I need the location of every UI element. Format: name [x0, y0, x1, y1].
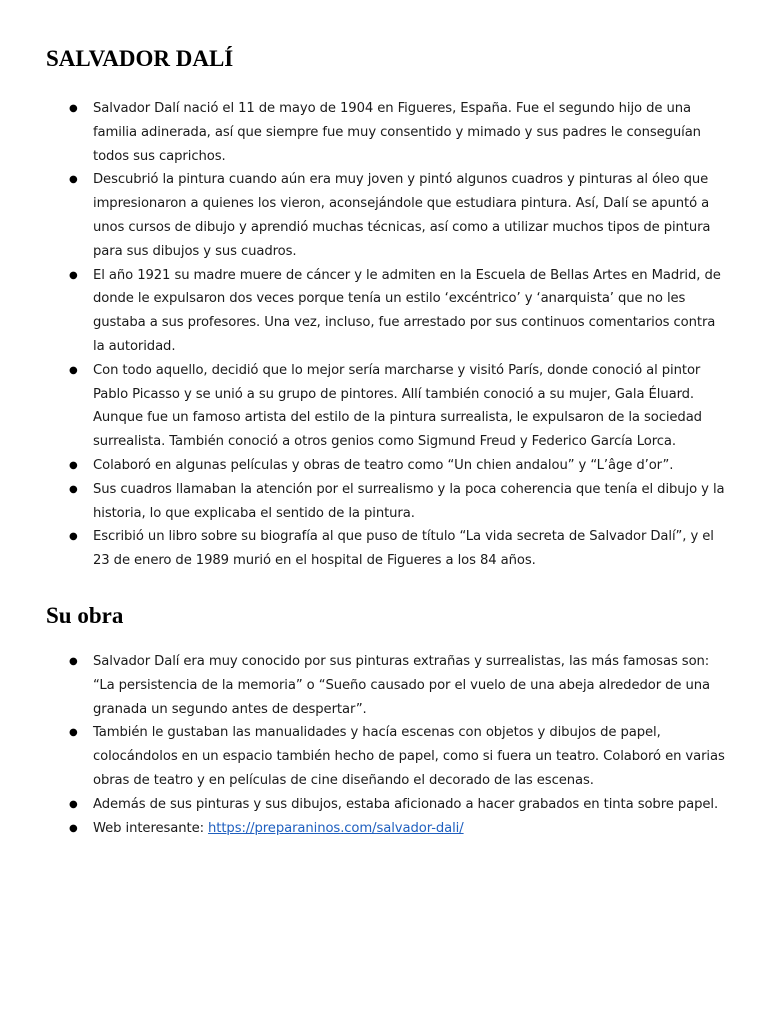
page-title: SALVADOR DALÍ [46, 46, 234, 71]
list-item [0, 264, 768, 359]
web-link[interactable]: https://preparaninos.com/salvador-dali/ [208, 820, 464, 836]
list-item [0, 359, 768, 454]
bullet-icon: ● [69, 364, 78, 376]
bullet-icon: ● [69, 656, 78, 667]
works-list [0, 650, 768, 840]
list-item [0, 97, 768, 168]
bullet-icon: ● [69, 269, 78, 281]
biography-list [0, 97, 768, 573]
list-item [0, 525, 768, 573]
bullet-icon: ● [69, 727, 78, 739]
list-item-text: Sus cuadros llamaban la atención por el surrealismo y la poca coherencia que tenía el dibujo y la historia, lo que explicaba el sentido de la pintura. [93, 481, 725, 521]
list-item [0, 168, 768, 263]
list-item [0, 478, 768, 526]
list-item [0, 793, 768, 817]
list-item-text: Con todo aquello, decidió que lo mejor sería marcharse y visitó París, donde conoció al pintor Pablo Picasso y se unió a su grupo de pintores. Allí también conoció a su mujer, Gala Éluard. Aunque fue un famoso artista del estilo de la pintura surrealista, le expulsaron de la sociedad surrealista. También conoció a otros genios como Sigmund Freud y Federico García Lorca. [93, 362, 702, 450]
web-label: Web interesante: [93, 820, 209, 836]
list-item-text: Además de sus pinturas y sus dibujos, estaba aficionado a hacer grabados en tinta sobre papel. [93, 796, 719, 812]
bullet-icon: ● [69, 174, 78, 186]
list-item-text: Descubrió la pintura cuando aún era muy joven y pintó algunos cuadros y pinturas al óleo que impresionaron a quienes los vieron, aconsejándole que estudiara pintura. Así, Dalí se apuntó a unos cursos de dibujo y aprendió muchas técnicas, así como a utilizar muchos tipos de pintura para sus dibujos y sus cuadros. [93, 172, 711, 259]
bullet-icon: ● [69, 459, 78, 471]
list-item [0, 454, 768, 478]
list-item-text: Escribió un libro sobre su biografía al que puso de título “La vida secreta de Salvador Dalí”, y el 23 de enero de 1989 murió en el hospital de Figueres a los 84 años. [93, 529, 714, 569]
bullet-icon: ● [69, 798, 78, 810]
list-item-text: También le gustaban las manualidades y hacía escenas con objetos y dibujos de papel, colocándolos en un espacio también hecho de papel, como si fuera un teatro. Colaboró en varias obras de teatro y en películas de cine diseñando el decorado de las escenas. [93, 725, 725, 788]
list-item-text: Colaboró en algunas películas y obras de teatro como “Un chien andalou” y “L’âge d’or”. [93, 457, 674, 473]
list-item-text: Salvador Dalí era muy conocido por sus pinturas extrañas y surrealistas, las más famosas son: “La persistencia de la memoria” o “Sueño causado por el vuelo de una abeja alrededor de una granada un segundo antes de despertar”. [93, 654, 710, 717]
bullet-icon: ● [69, 531, 78, 543]
list-item [0, 650, 768, 721]
section-heading-su-obra: Su obra [46, 603, 124, 628]
list-item-text: El año 1921 su madre muere de cáncer y le admiten en la Escuela de Bellas Artes en Madrid, de donde le expulsaron dos veces porque tenía un estilo ‘excéntrico’ y ‘anarquista’ que no les gustaba a sus profesores. Una vez, incluso, fue arrestado por sus continuos comentarios contra la autoridad. [93, 267, 721, 354]
bullet-icon: ● [69, 103, 78, 114]
bullet-icon: ● [69, 483, 78, 495]
list-item-text: Salvador Dalí nació el 11 de mayo de 1904 en Figueres, España. Fue el segundo hijo de una familia adinerada, así que siempre fue muy consentido y mimado y sus padres le conseguían todos sus caprichos. [93, 101, 701, 164]
list-item [0, 817, 768, 841]
bullet-icon: ● [69, 822, 78, 834]
list-item [0, 721, 768, 792]
